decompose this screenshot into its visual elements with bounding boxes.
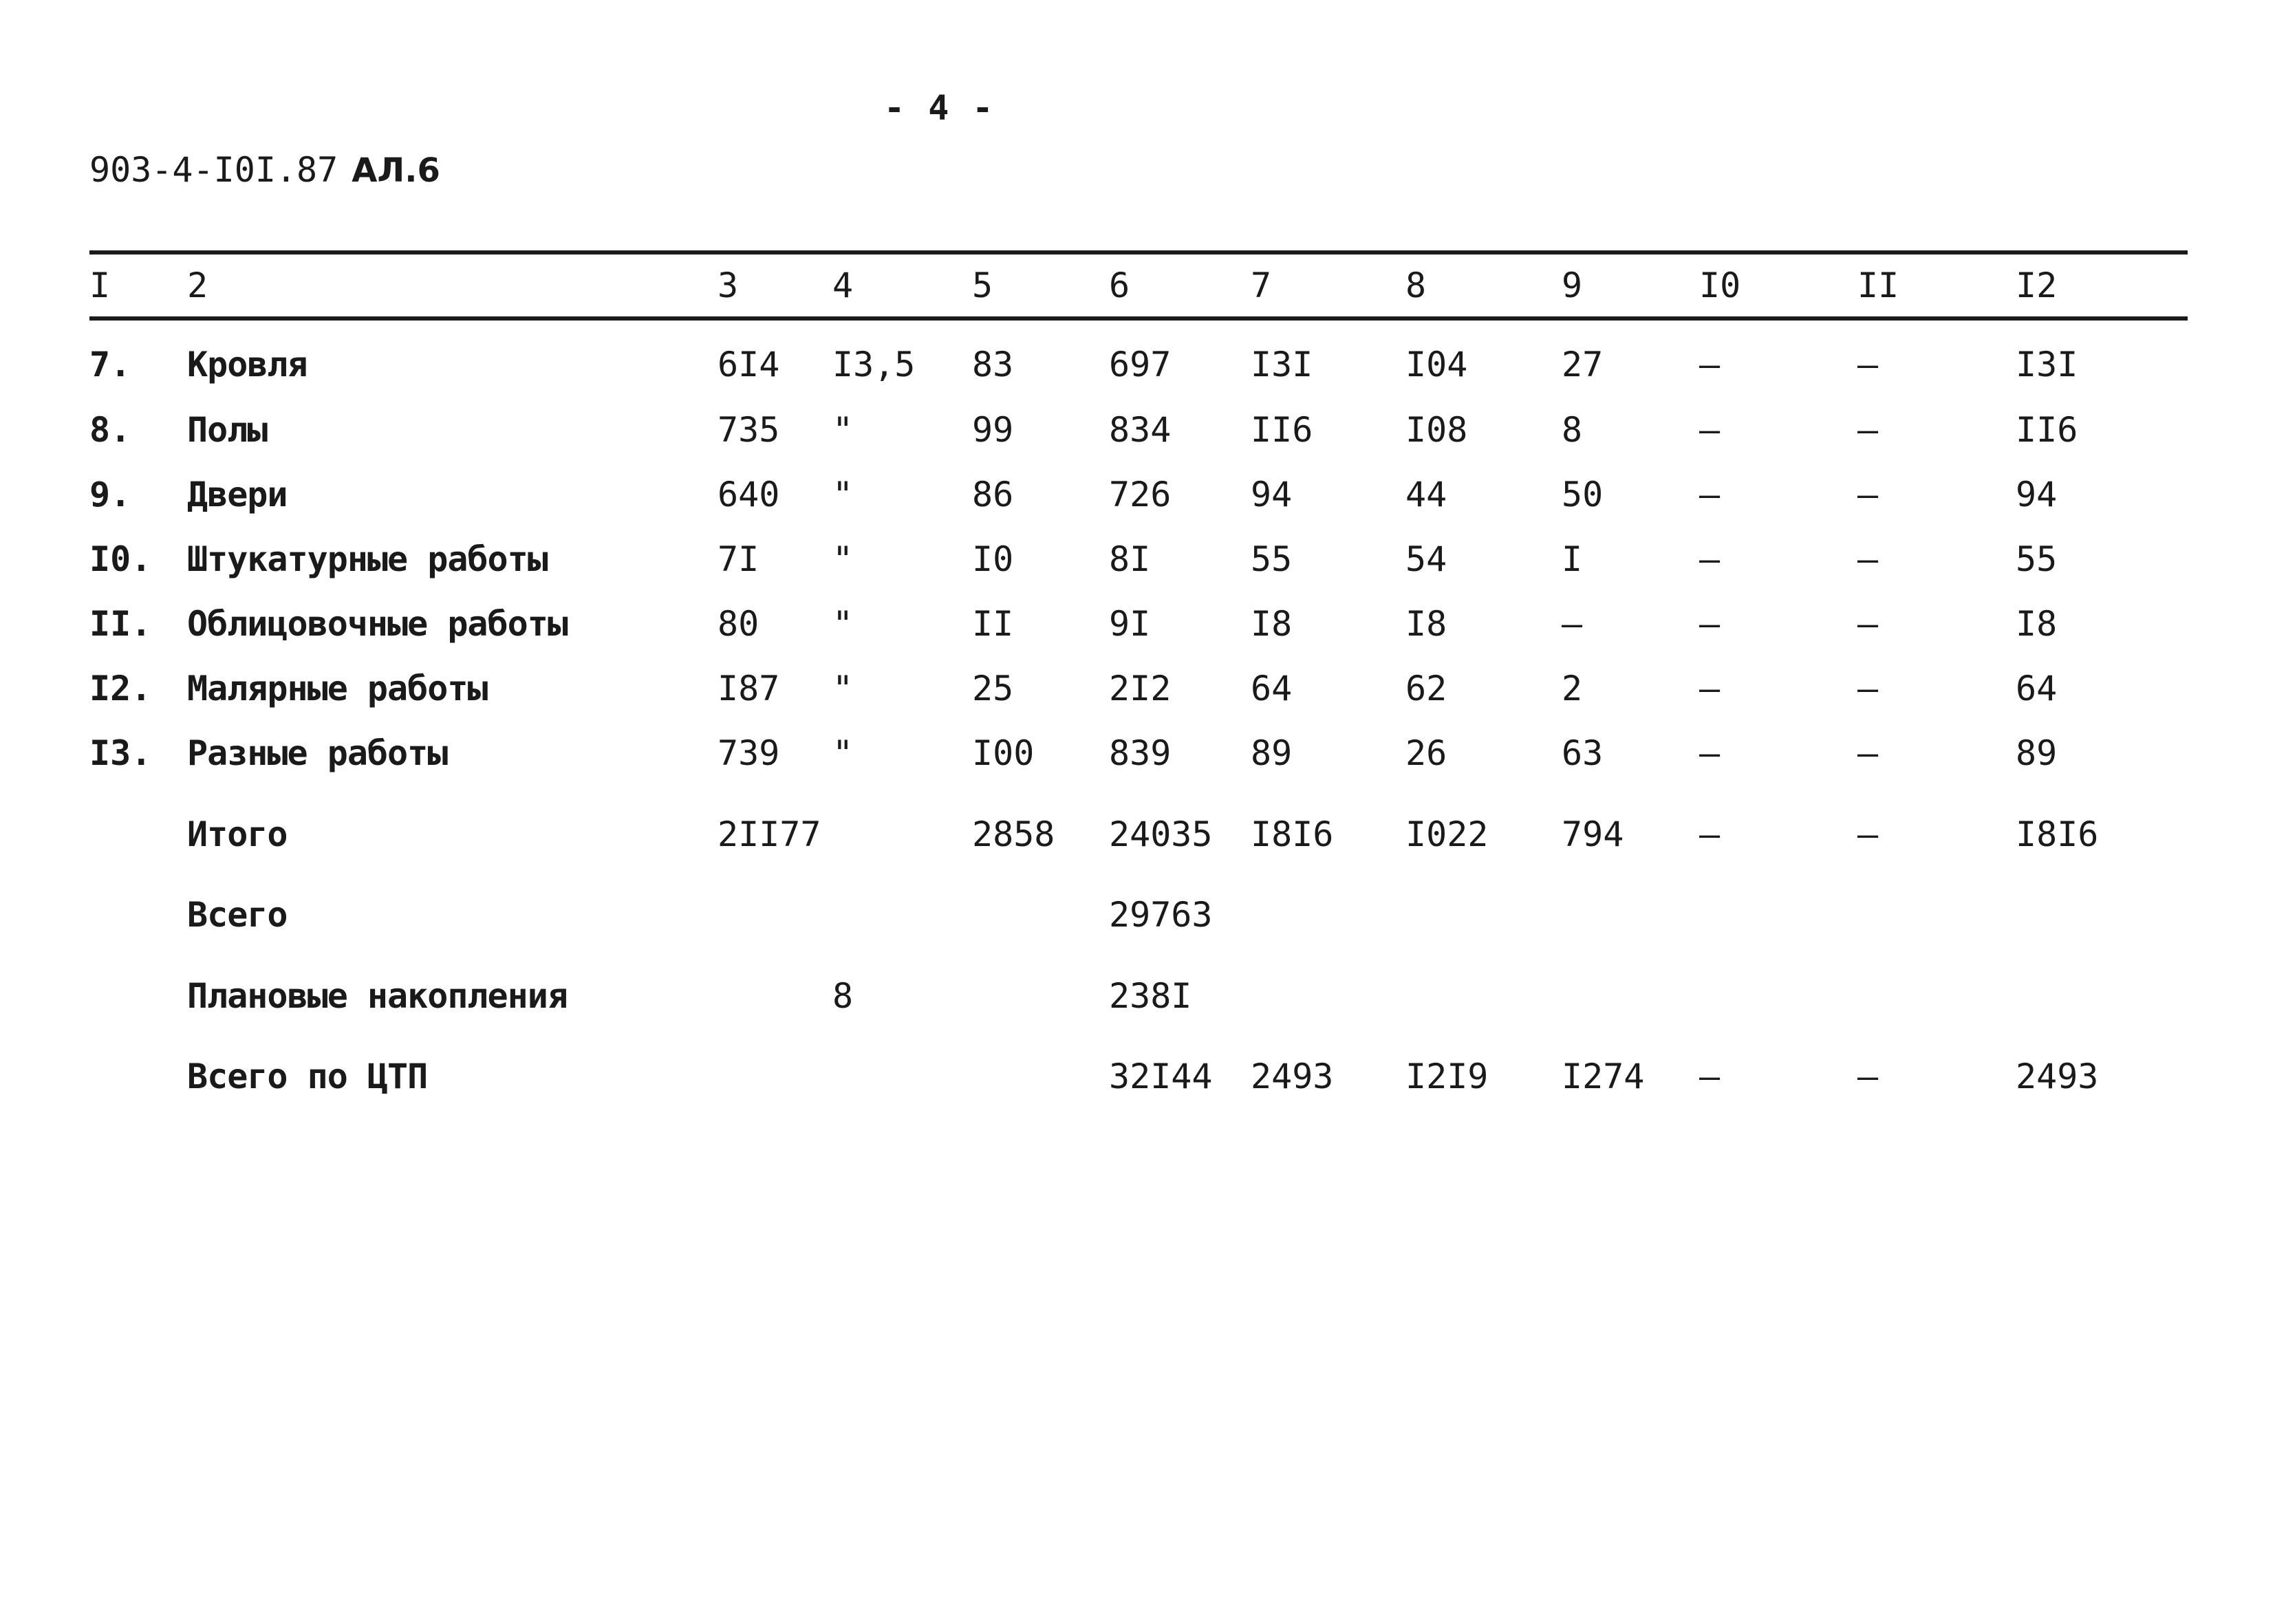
row-label: Плановые накопления — [187, 976, 568, 1016]
row-index: II. — [89, 604, 152, 644]
table-cell: 89 — [2016, 733, 2058, 773]
table-cell: I022 — [1405, 814, 1489, 854]
table-cell: 64 — [2016, 669, 2058, 708]
table-cell: " — [832, 475, 854, 515]
table-cell: " — [832, 539, 854, 579]
table-cell: 86 — [972, 475, 1014, 515]
table-cell: I8 — [2016, 604, 2058, 644]
table-cell: 238I — [1109, 976, 1192, 1016]
table-cell: 834 — [1109, 410, 1172, 450]
table-cell: " — [832, 733, 854, 773]
table-cell: 26 — [1405, 733, 1447, 773]
table-cell: II6 — [2016, 410, 2078, 450]
table-cell: 54 — [1405, 539, 1447, 579]
column-header-3: 3 — [718, 266, 739, 305]
table-cell: – — [1699, 669, 1721, 708]
table-cell: 25 — [972, 669, 1014, 708]
column-header-5: 5 — [972, 266, 993, 305]
table-cell: " — [832, 410, 854, 450]
table-cell: 6I4 — [718, 345, 780, 385]
row-index: I3. — [89, 733, 152, 773]
table-cell: I2I9 — [1405, 1057, 1489, 1096]
table-cell: 89 — [1251, 733, 1293, 773]
table-cell: 2858 — [972, 814, 1055, 854]
table-cell: I00 — [972, 733, 1035, 773]
table-cell: – — [1699, 345, 1721, 385]
table-cell: 735 — [718, 410, 780, 450]
table-cell: 739 — [718, 733, 780, 773]
table-cell: 8 — [832, 976, 854, 1016]
table-cell: – — [1699, 475, 1721, 515]
table-cell: II6 — [1251, 410, 1313, 450]
table-cell: – — [1699, 410, 1721, 450]
table-cell: II — [972, 604, 1014, 644]
table-cell: – — [1857, 345, 1879, 385]
row-label: Малярные работы — [187, 669, 488, 708]
table-cell: – — [1857, 410, 1879, 450]
table-cell: I8 — [1251, 604, 1293, 644]
table-cell: I8I6 — [1251, 814, 1334, 854]
row-index: 7. — [89, 345, 131, 385]
table-cell: 80 — [718, 604, 759, 644]
table-cell: 55 — [2016, 539, 2058, 579]
document-code-number: 903-4-I0I.87 — [89, 150, 338, 190]
table-cell: 697 — [1109, 345, 1172, 385]
column-header-10: I0 — [1699, 266, 1741, 305]
table-cell: 9I — [1109, 604, 1151, 644]
table-cell: 8 — [1562, 410, 1583, 450]
table-cell: 50 — [1562, 475, 1604, 515]
table-cell: 44 — [1405, 475, 1447, 515]
table-cell: – — [1857, 669, 1879, 708]
column-header-9: 9 — [1562, 266, 1583, 305]
column-header-11: II — [1857, 266, 1899, 305]
table-cell: – — [1699, 1057, 1721, 1096]
table-cell: I08 — [1405, 410, 1468, 450]
document-code-suffix: АЛ.6 — [352, 151, 440, 190]
row-label: Итого — [187, 814, 288, 854]
table-cell: 27 — [1562, 345, 1604, 385]
column-header-12: I2 — [2016, 266, 2058, 305]
table-top-rule — [89, 250, 2188, 255]
table-cell: I3I — [2016, 345, 2078, 385]
table-cell: 2493 — [1251, 1057, 1334, 1096]
table-cell: – — [1699, 539, 1721, 579]
column-header-4: 4 — [832, 266, 854, 305]
table-cell: – — [1699, 604, 1721, 644]
document-code — [89, 150, 440, 190]
table-cell: 94 — [1251, 475, 1293, 515]
table-cell: – — [1857, 539, 1879, 579]
table-cell: 99 — [972, 410, 1014, 450]
table-cell: 839 — [1109, 733, 1172, 773]
table-cell: 794 — [1562, 814, 1624, 854]
table-cell: 2I2 — [1109, 669, 1172, 708]
table-cell: " — [832, 604, 854, 644]
row-index: I2. — [89, 669, 152, 708]
table-cell: 2II77 — [718, 814, 821, 854]
row-label: Всего — [187, 895, 288, 935]
table-cell: 726 — [1109, 475, 1172, 515]
table-cell: – — [1699, 814, 1721, 854]
row-index: 8. — [89, 410, 131, 450]
table-cell: 32I44 — [1109, 1057, 1213, 1096]
column-header-1: I — [89, 266, 111, 305]
table-cell: 63 — [1562, 733, 1604, 773]
table-cell: I274 — [1562, 1057, 1645, 1096]
table-cell: – — [1699, 733, 1721, 773]
table-cell: I8 — [1405, 604, 1447, 644]
table-header-rule — [89, 316, 2188, 321]
row-label: Облицовочные работы — [187, 604, 568, 644]
row-index: I0. — [89, 539, 152, 579]
row-label: Всего по ЦТП — [187, 1057, 428, 1096]
table-cell: 640 — [718, 475, 780, 515]
row-label: Кровля — [187, 345, 308, 385]
table-cell: 55 — [1251, 539, 1293, 579]
table-cell: I04 — [1405, 345, 1468, 385]
table-cell: 24035 — [1109, 814, 1213, 854]
table-cell: 62 — [1405, 669, 1447, 708]
table-cell: I87 — [718, 669, 780, 708]
page-number: - 4 - — [884, 88, 995, 128]
row-label: Разные работы — [187, 733, 448, 773]
table-cell: – — [1857, 604, 1879, 644]
table-cell: 2 — [1562, 669, 1583, 708]
table-cell: – — [1857, 814, 1879, 854]
table-cell: – — [1562, 604, 1583, 644]
table-cell: – — [1857, 1057, 1879, 1096]
table-cell: I0 — [972, 539, 1014, 579]
table-cell: 64 — [1251, 669, 1293, 708]
table-cell: I8I6 — [2016, 814, 2099, 854]
table-cell: 29763 — [1109, 895, 1213, 935]
column-header-7: 7 — [1251, 266, 1272, 305]
column-header-6: 6 — [1109, 266, 1130, 305]
table-cell: 8I — [1109, 539, 1151, 579]
row-index: 9. — [89, 475, 131, 515]
column-header-2: 2 — [187, 266, 208, 305]
row-label: Штукатурные работы — [187, 539, 548, 579]
table-cell: 83 — [972, 345, 1014, 385]
table-cell: – — [1857, 475, 1879, 515]
table-cell: 94 — [2016, 475, 2058, 515]
row-label: Полы — [187, 410, 268, 450]
row-label: Двери — [187, 475, 288, 515]
table-cell: 7I — [718, 539, 759, 579]
table-cell: I — [1562, 539, 1583, 579]
column-header-8: 8 — [1405, 266, 1427, 305]
table-cell: 2493 — [2016, 1057, 2099, 1096]
table-cell: – — [1857, 733, 1879, 773]
table-cell: " — [832, 669, 854, 708]
table-cell: I3,5 — [832, 345, 916, 385]
table-cell: I3I — [1251, 345, 1313, 385]
